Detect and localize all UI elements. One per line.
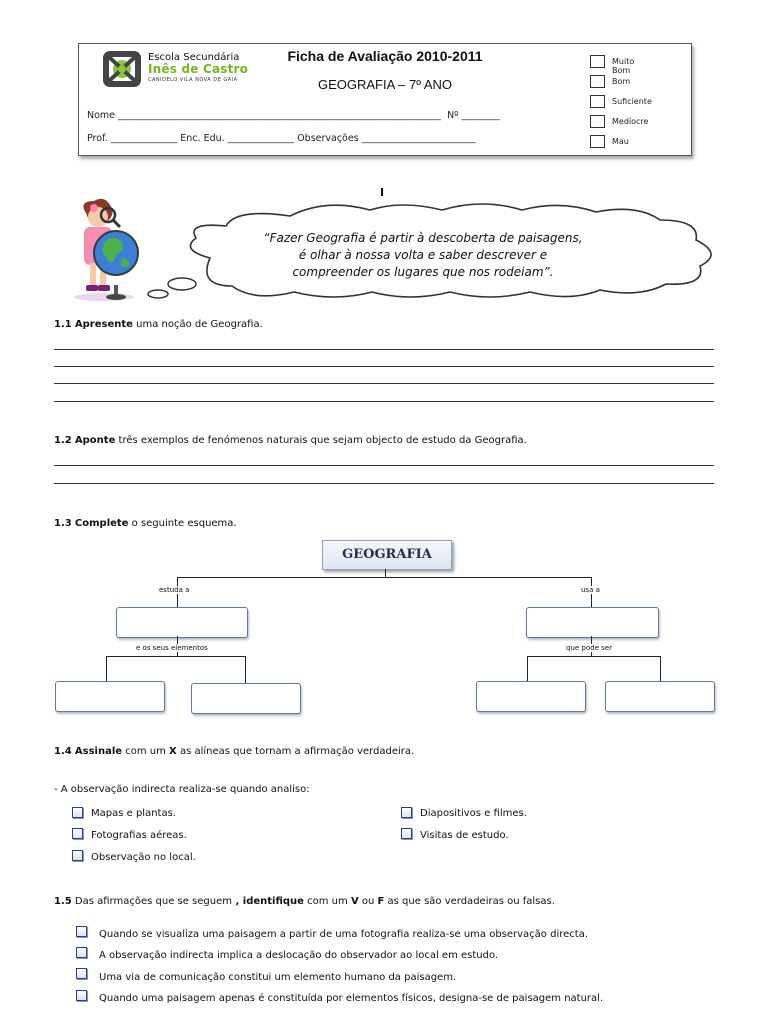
diagram-answer-box[interactable] <box>605 681 715 712</box>
checkbox[interactable] <box>72 850 83 861</box>
question-1-4 <box>54 746 414 757</box>
grade-checkbox[interactable] <box>590 75 605 88</box>
question-1-3 <box>54 518 237 529</box>
answer-line[interactable] <box>54 483 714 484</box>
question-verb: Complete <box>74 518 129 529</box>
subject-title: GEOGRAFIA – 7º ANO <box>317 77 453 92</box>
question-text: Das afirmações que se seguem <box>71 896 233 907</box>
option-label: Diapositivos e filmes. <box>420 808 527 819</box>
diagram-label-elementos: e os seus elementos <box>136 644 208 652</box>
checkbox[interactable] <box>76 947 87 958</box>
school-location: CANIDELO VILA NOVA DE GAIA <box>148 77 238 83</box>
question-comma: , <box>232 896 240 907</box>
connector <box>660 656 661 681</box>
statement-text: - A observação indirecta realiza-se quando analiso: <box>54 784 310 795</box>
question-text: as alíneas que tornam a afirmação verdadeira. <box>176 746 415 757</box>
diagram-answer-box[interactable] <box>116 607 248 638</box>
grade-label: Suficiente <box>612 97 652 106</box>
question-number: 1.1 <box>54 319 72 330</box>
statement-item: A observação indirecta implica a deslocação do observador ao local em estudo. <box>99 950 499 961</box>
diagram-root-geografia: GEOGRAFIA <box>322 540 452 570</box>
section-number: I <box>380 186 385 199</box>
question-text: com um <box>122 746 170 757</box>
connector <box>106 656 246 657</box>
grade-checkbox[interactable] <box>590 135 605 148</box>
question-number: 1.5 <box>54 896 72 907</box>
checkbox[interactable] <box>72 807 83 818</box>
quote-text <box>238 230 608 281</box>
answer-line[interactable] <box>54 349 714 350</box>
checkbox[interactable] <box>401 807 412 818</box>
option-label: Mapas e plantas. <box>91 808 176 819</box>
grade-label: Mau <box>612 137 629 146</box>
question-1-5 <box>54 896 555 907</box>
question-mark-f: F <box>377 896 385 907</box>
checkbox[interactable] <box>76 990 87 1001</box>
girl-with-globe-illustration <box>64 195 144 303</box>
grade-checkbox[interactable] <box>590 55 605 68</box>
school-name-line2: Inês de Castro <box>148 62 249 76</box>
question-text: com um <box>303 896 351 907</box>
diagram-label-estuda: estuda a <box>159 586 190 594</box>
checkbox[interactable] <box>76 968 87 979</box>
name-field[interactable]: Nome ____________________________________________________________________ Nº ________ <box>87 110 500 121</box>
answer-line[interactable] <box>54 383 714 384</box>
quote-line: compreender os lugares que nos rodeiam”. <box>292 265 554 279</box>
checkbox[interactable] <box>72 828 83 839</box>
question-mark-x: X <box>169 746 177 757</box>
question-text: as que são verdadeiras ou falsas. <box>384 896 555 907</box>
connector <box>177 577 592 578</box>
statement-item: Uma via de comunicação constitui um elemento humano da paisagem. <box>99 972 457 983</box>
diagram-label-usa: usa a <box>581 586 600 594</box>
checkbox[interactable] <box>76 926 87 937</box>
option-label: Observação no local. <box>91 852 196 863</box>
diagram-answer-box[interactable] <box>476 681 586 712</box>
grade-label: Bom <box>612 77 631 86</box>
question-verb: Assinale <box>74 746 123 757</box>
school-name-line1: Escola Secundária <box>148 52 240 63</box>
option-label: Fotografias aéreas. <box>91 830 187 841</box>
statement-item: Quando se visualiza uma paisagem a partir de uma fotografia realiza-se uma observação directa. <box>99 929 589 940</box>
statement-item: Quando uma paisagem apenas é constituída por elementos físicos, designa-se de paisagem natural. <box>99 993 604 1004</box>
prof-field[interactable]: Prof. ______________ Enc. Edu. ______________ Observações ________________________ <box>87 133 476 144</box>
question-verb: Aponte <box>74 435 116 446</box>
question-text: o seguinte esquema. <box>128 518 237 529</box>
connector <box>527 656 661 657</box>
answer-line[interactable] <box>54 465 714 466</box>
diagram-label-pode-ser: que pode ser <box>566 644 612 652</box>
grade-label: Muito Bom <box>612 57 635 75</box>
question-number: 1.2 <box>54 435 72 446</box>
connector <box>106 656 107 681</box>
connector <box>527 656 528 681</box>
checkbox[interactable] <box>401 828 412 839</box>
quote-line: “Fazer Geografia é partir à descoberta de paisagens, <box>263 231 583 245</box>
diagram-answer-box[interactable] <box>526 607 659 638</box>
question-1-2 <box>54 435 527 446</box>
grade-checkbox[interactable] <box>590 95 605 108</box>
question-text: três exemplos de fenómenos naturais que sejam objecto de estudo da Geografia. <box>115 435 527 446</box>
question-number: 1.3 <box>54 518 72 529</box>
answer-line[interactable] <box>54 401 714 402</box>
question-1-1 <box>54 319 263 330</box>
quote-line: é olhar à nossa volta e saber descrever e <box>298 248 548 262</box>
question-verb: Apresente <box>74 319 133 330</box>
diagram-answer-box[interactable] <box>55 681 165 712</box>
question-mark-v: V <box>350 896 359 907</box>
question-verb: identifique <box>239 896 304 907</box>
grade-label: Medíocre <box>612 117 649 126</box>
diagram-answer-box[interactable] <box>191 683 301 714</box>
school-logo <box>100 48 144 90</box>
answer-line[interactable] <box>54 366 714 367</box>
connector <box>245 656 246 683</box>
page-title: Ficha de Avaliação 2010-2011 <box>287 48 483 64</box>
question-text: uma noção de Geografia. <box>132 319 263 330</box>
grade-checkbox[interactable] <box>590 115 605 128</box>
question-text: ou <box>358 896 378 907</box>
question-number: 1.4 <box>54 746 72 757</box>
option-label: Visitas de estudo. <box>420 830 509 841</box>
